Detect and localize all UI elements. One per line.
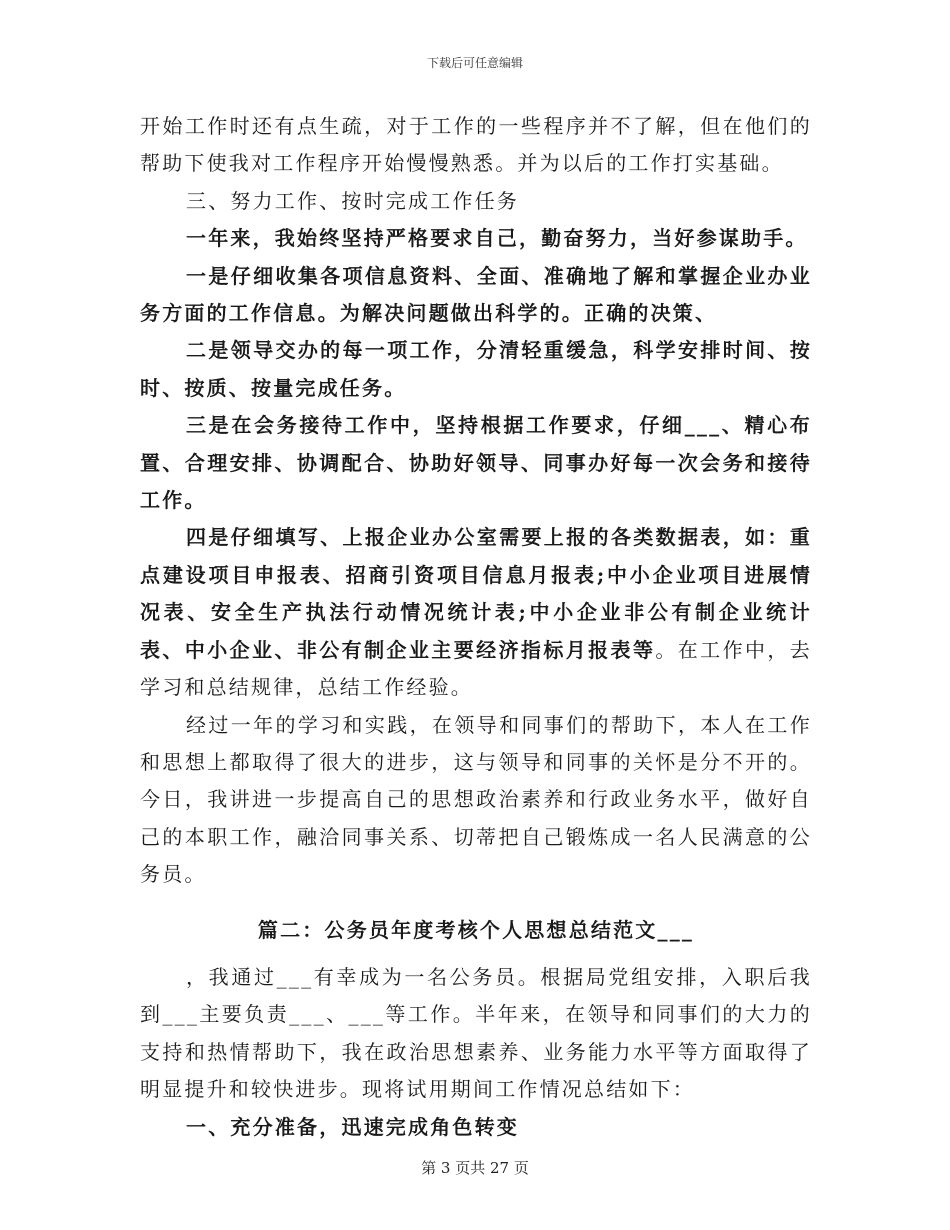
paragraph: 经过一年的学习和实践，在领导和同事们的帮助下，本人在工作和思想上都取得了很大的进步，这与领导和同事的关怀是分不开的。今日，我讲进一步提高自己的思想政治素养和行政业务水平，做好自己的本职工作，融洽同事关系、切蒂把自己锻炼成一名人民满意的公务员。 [140,712,812,887]
subheading-work-tasks: 三、努力工作、按时完成工作任务 [186,188,519,213]
paragraph: 二是领导交办的每一项工作，分清轻重缓急，科学安排时间、按时、按质、按量完成任务。 [140,338,812,400]
paragraph: 一是仔细收集各项信息资料、全面、准确地了解和掌握企业办业务方面的工作信息。为解决问题做出科学的。正确的决策、 [140,263,812,326]
paragraph [140,519,812,706]
paragraph-bold-part: 四是仔细填写、上报企业办公室需要上报的各类数据表，如：重点建设项目申报表、招商引资项目信息月报表;中小企业项目进展情况表、安全生产执法行动情况统计表;中小企业非公有制企业统计表、中小企业、非公有制企业主要经济指标月报表等 [140,525,812,662]
page-footer: 第 3 页共 27 页 [421,1159,529,1177]
paragraph: 开始工作时还有点生疏，对于工作的一些程序并不了解，但在他们的帮助下使我对工作程序开始慢慢熟悉。并为以后的工作打实基础。 [140,114,812,176]
subheading-role-transition: 一、充分准备，迅速完成角色转变 [186,1114,519,1139]
section-title: 篇二：公务员年度考核个人思想总结范文___ [257,917,695,942]
paragraph-normal-part: 。在工作中，去学习和总结规律，总结工作经验。 [140,637,812,700]
paragraph: 一年来，我始终坚持严格要求自己，勤奋努力，当好参谋助手。 [186,226,808,251]
document-body [140,108,812,1146]
page-header: 下载后可任意编辑 [426,56,523,70]
paragraph: 三是在会务接待工作中，坚持根据工作要求，仔细___、精心布置、合理安排、协调配合、协助好领导、同事办好每一次会务和接待工作。 [140,413,812,513]
paragraph: ，我通过___有幸成为一名公务员。根据局党组安排，入职后我到___主要负责___、___等工作。半年来，在领导和同事们的大力的支持和热情帮助下，我在政治思想素养、业务能力水平等方面取得了明显提升和较快进步。现将试用期间工作情况总结如下： [140,964,812,1102]
